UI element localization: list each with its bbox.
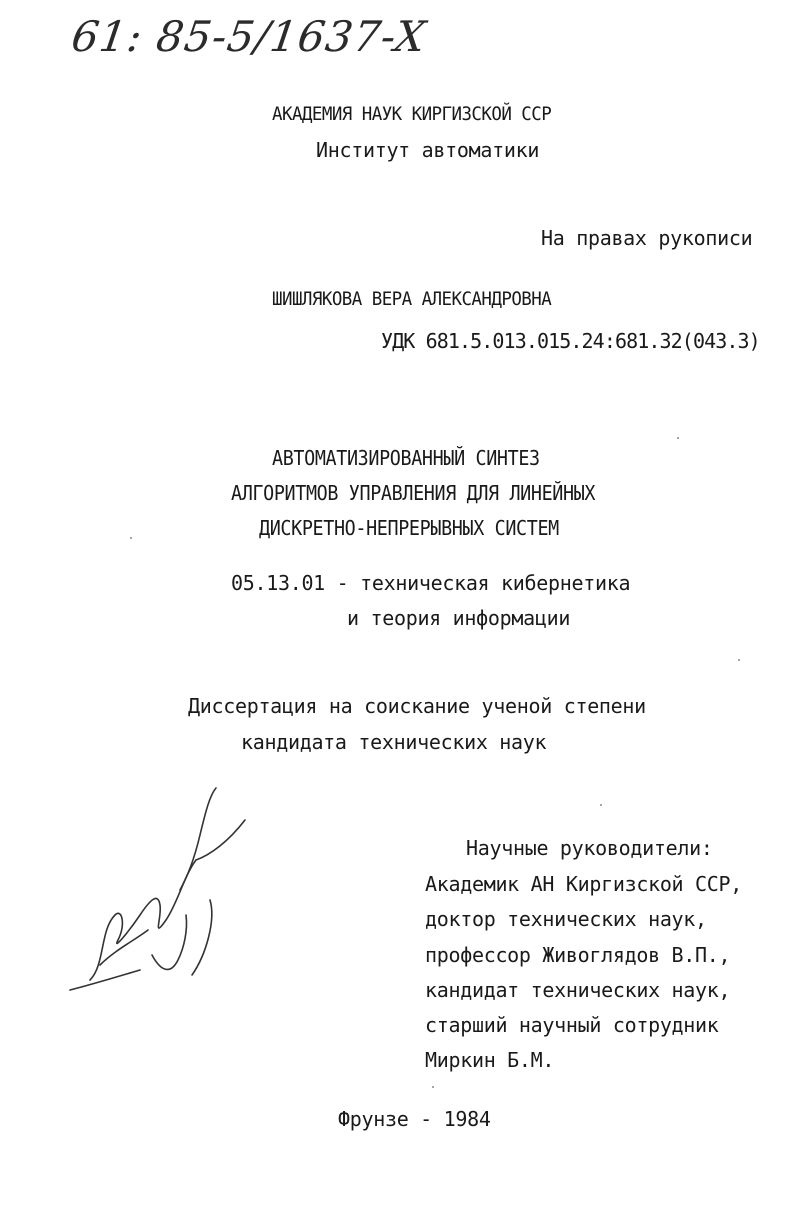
speck (677, 437, 679, 439)
title-line-3: ДИСКРЕТНО-НЕПРЕРЫВНЫХ СИСТЕМ (259, 516, 559, 540)
supervisor-line-1: Академик АН Киргизской ССР, (425, 872, 743, 896)
specialty-line-2: и теория информации (347, 606, 571, 630)
speck (600, 804, 602, 806)
title-line-1: АВТОМАТИЗИРОВАННЫЙ СИНТЕЗ (272, 446, 540, 470)
supervisor-line-3: профессор Живоглядов В.П., (425, 943, 731, 967)
academy-name: АКАДЕМИЯ НАУК КИРГИЗСКОЙ ССР (272, 103, 552, 125)
speck (432, 1086, 434, 1088)
supervisor-line-4: кандидат технических наук, (425, 978, 731, 1002)
author-name: ШИШЛЯКОВА ВЕРА АЛЕКСАНДРОВНА (272, 288, 552, 310)
signature-handwritten (60, 780, 260, 1000)
archive-number-handwritten: 61: 85-5/1637-X (68, 12, 430, 61)
dissertation-line-1: Диссертация на соискание ученой степени (188, 694, 646, 718)
institute-name: Институт автоматики (316, 138, 540, 162)
supervisor-line-6: Миркин Б.М. (425, 1048, 555, 1072)
city-year: Фрунзе - 1984 (338, 1107, 491, 1131)
specialty-line-1: 05.13.01 - техническая кибернетика (231, 571, 631, 595)
speck (738, 659, 740, 661)
supervisor-line-5: старший научный сотрудник (425, 1013, 719, 1037)
speck (130, 537, 132, 539)
manuscript-rights: На правах рукописи (541, 226, 753, 250)
supervisor-line-2: доктор технических наук, (425, 907, 707, 931)
supervisors-heading: Научные руководители: (466, 836, 713, 860)
title-line-2: АЛГОРИТМОВ УПРАВЛЕНИЯ ДЛЯ ЛИНЕЙНЫХ (231, 481, 596, 505)
udc-code: УДК 681.5.013.015.24:681.32(043.3) (381, 329, 760, 353)
dissertation-line-2: кандидата технических наук (241, 730, 547, 754)
